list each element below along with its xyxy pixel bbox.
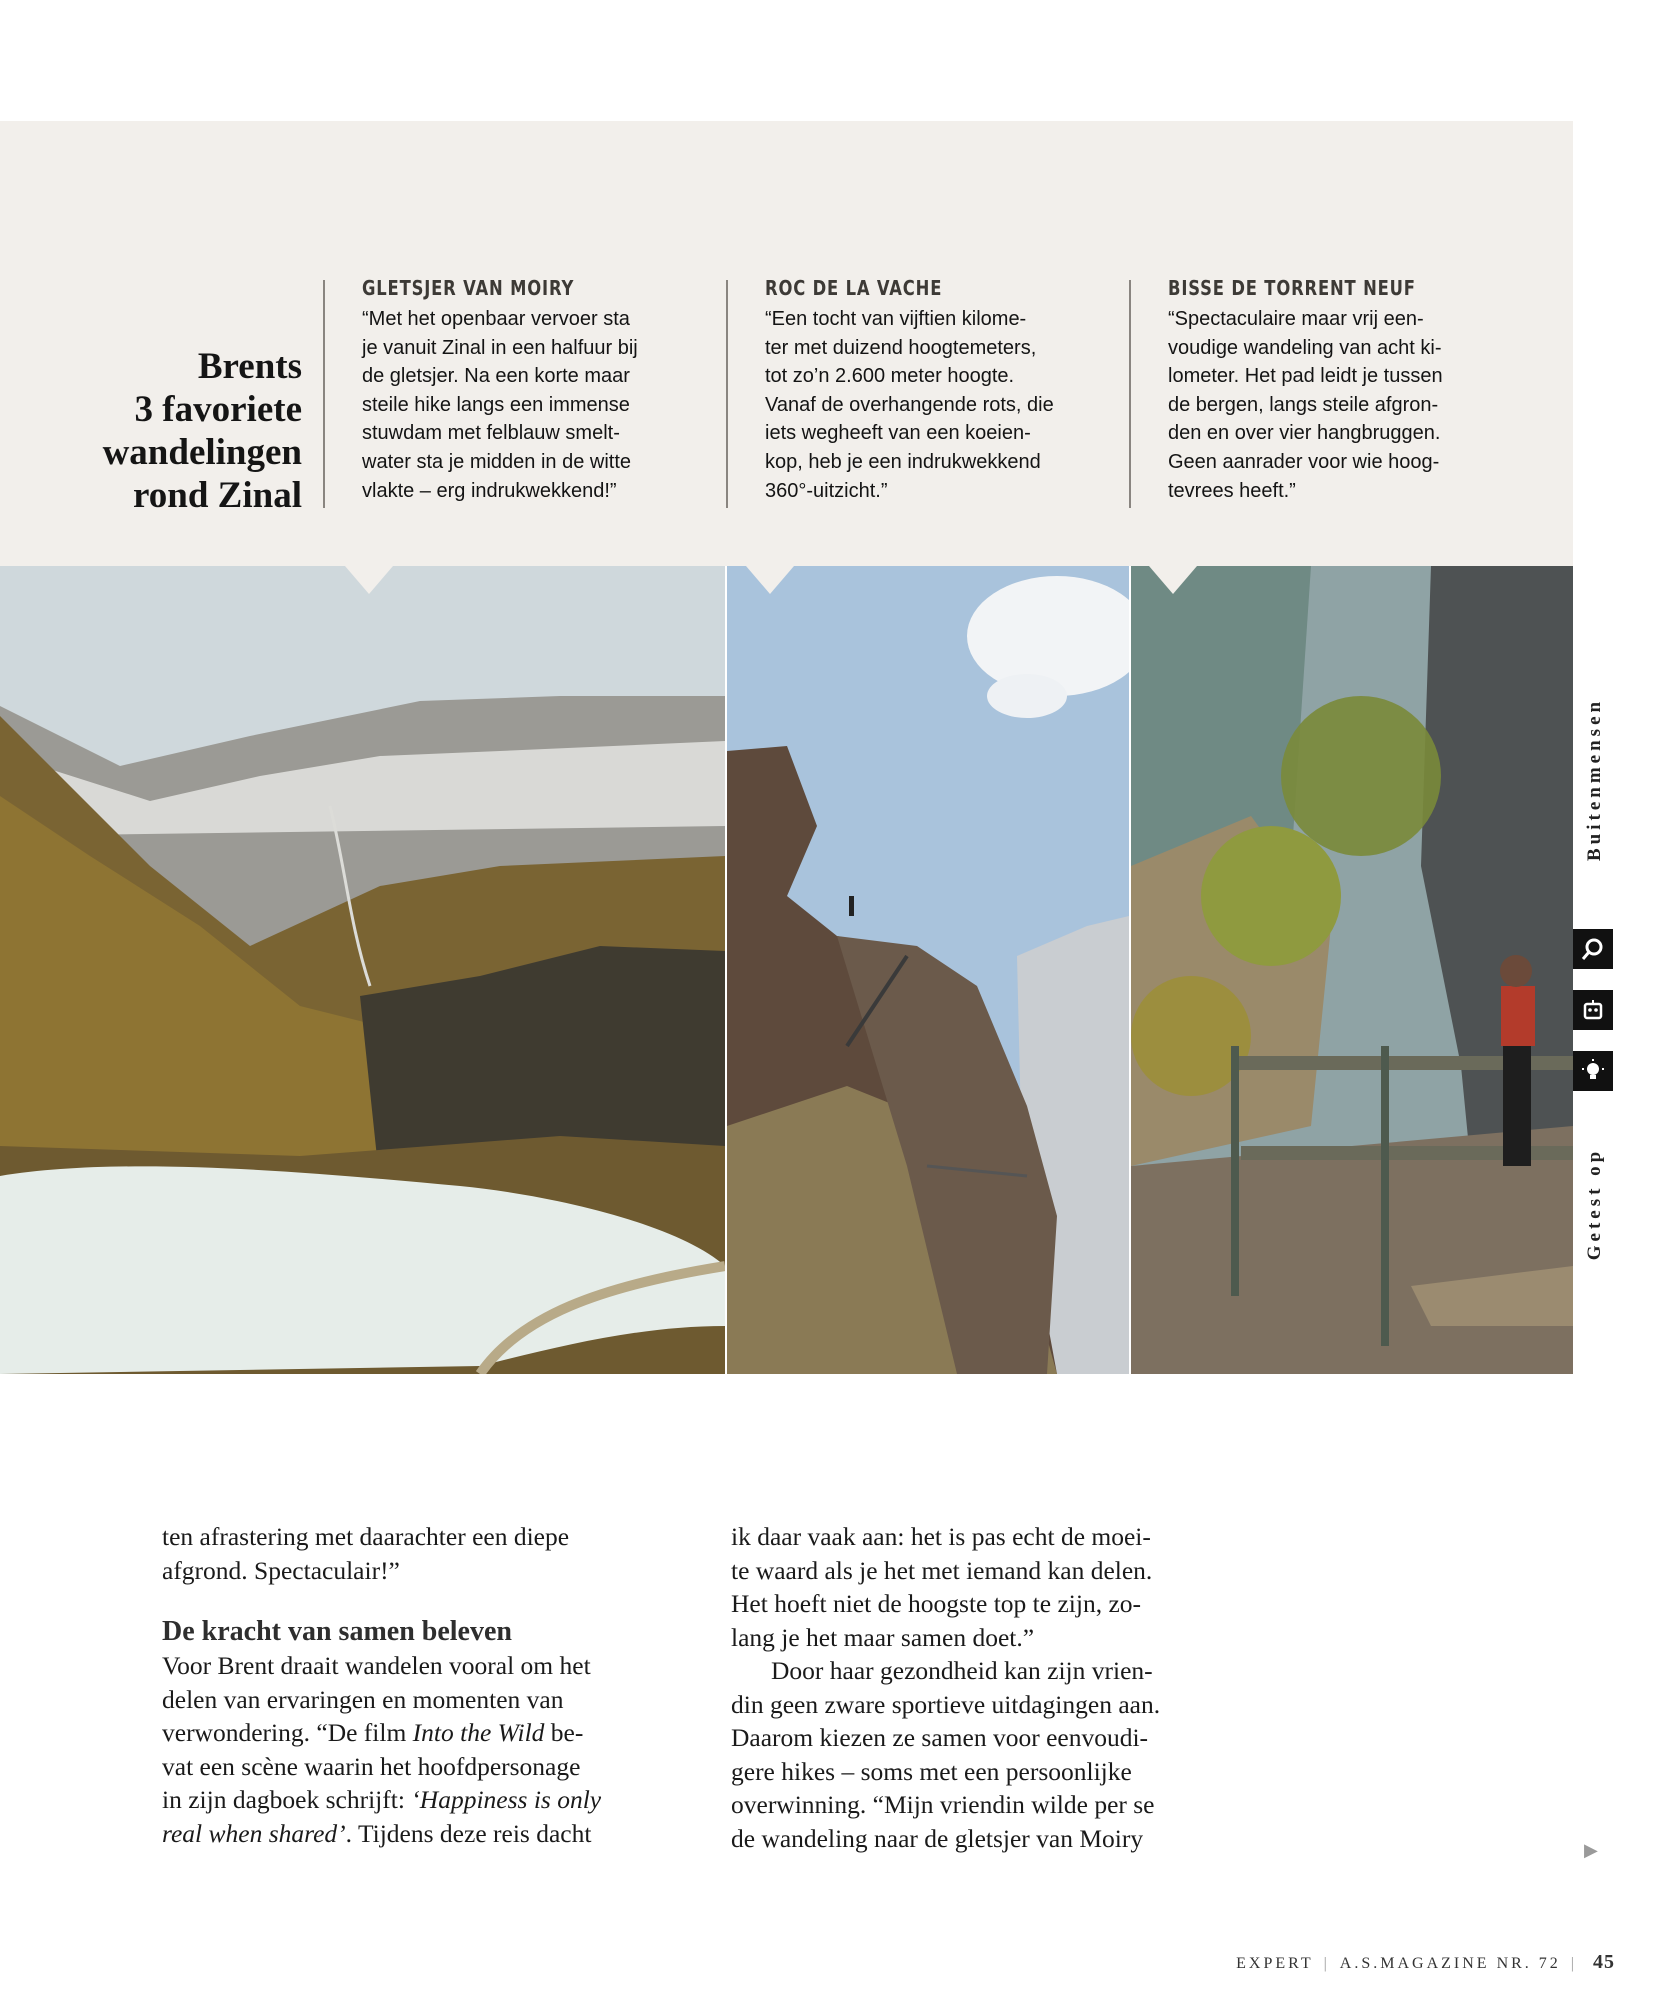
lightbulb-icon[interactable] xyxy=(1573,1051,1613,1091)
title-line: Brents xyxy=(197,346,302,387)
continue-arrow-icon: ▶ xyxy=(1584,1840,1598,1860)
paragraph: Voor Brent draait wandelen vooral om het delen van ervaringen en momenten van verwondering. “De film Into the Wild be- vat een scène waarin het hoofdpersonage in zijn dagboek schrijft: ‘Happiness is only real when shared’. Tijdens deze reis dacht xyxy=(162,1651,602,1848)
hike-title: GLETSJER VAN MOIRY xyxy=(362,276,575,300)
column-divider xyxy=(1129,280,1131,508)
article-column-2 xyxy=(731,1520,1231,1855)
paragraph: Door haar gezondheid kan zijn vrien- din geen zware sportieve uitdagingen aan. Daarom kiezen ze samen voor eenvoudi- gere hikes – soms met een persoonlijke overwinning. “Mijn vriendin wilde per se de wandeling naar de gletsjer van Moiry xyxy=(731,1656,1161,1853)
section-label: Buitenmensen xyxy=(1584,697,1605,861)
column-divider xyxy=(323,280,325,508)
section-label: Getest op xyxy=(1584,1147,1605,1261)
footer-section: EXPERT xyxy=(1236,1955,1314,1972)
hike-description: “Met het openbaar vervoer sta je vanuit Zinal in een halfuur bij de gletsjer. Na een korte maar steile hike langs een immense stuwdam met felblauw smelt- water sta je midden in de witte vlakte – erg indrukwekkend!” xyxy=(362,308,638,502)
photo-moiry-glacier xyxy=(0,566,725,1374)
title-line: wandelingen xyxy=(102,432,302,473)
title-line: rond Zinal xyxy=(133,475,302,516)
photo-roc-de-la-vache xyxy=(727,566,1129,1374)
subheading: De kracht van samen beleven xyxy=(162,1616,512,1647)
pointer-notch xyxy=(1149,566,1197,594)
page-title xyxy=(40,345,302,517)
hike-moiry xyxy=(362,276,692,505)
hike-bisse-de-torrent-neuf xyxy=(1168,276,1498,505)
page-number: 45 xyxy=(1593,1951,1615,1973)
hike-description: “Spectaculaire maar vrij een- voudige wandeling van acht ki- lometer. Het pad leidt je tussen de bergen, langs steile afgron- den en over vier hangbruggen. Geen aanrader voor wie hoog- tevrees heeft.” xyxy=(1168,308,1443,502)
article-column-1 xyxy=(162,1520,662,1850)
column-divider xyxy=(726,280,728,508)
search-icon[interactable] xyxy=(1573,929,1613,969)
pointer-notch xyxy=(345,566,393,594)
page-footer: EXPERT | A.S.MAGAZINE NR. 72 | 45 xyxy=(1236,1951,1615,1973)
footer-magazine: A.S.MAGAZINE NR. 72 xyxy=(1339,1955,1561,1972)
hike-title: BISSE DE TORRENT NEUF xyxy=(1168,276,1416,300)
paragraph: ik daar vaak aan: het is pas echt de moei- te waard als je het met iemand kan delen. Het hoeft niet de hoogste top te zijn, zo- lang je het maar samen doet.” xyxy=(731,1522,1153,1652)
robot-icon[interactable] xyxy=(1573,990,1613,1030)
hike-title: ROC DE LA VACHE xyxy=(765,276,943,300)
title-line: 3 favoriete xyxy=(134,389,302,430)
hike-roc-de-la-vache xyxy=(765,276,1095,505)
photo-bisse-de-torrent-neuf xyxy=(1131,566,1573,1374)
paragraph: ten afrastering met daarachter een diepe afgrond. Spectaculair!” xyxy=(162,1522,570,1585)
pointer-notch xyxy=(746,566,794,594)
hike-description: “Een tocht van vijftien kilome- ter met duizend hoogtemeters, tot zo’n 2.600 meter hoogte. Vanaf de overhangende rots, die iets wegheeft van een koeien- kop, heb je een indrukwekkend 360°-uitzicht.” xyxy=(765,308,1054,502)
